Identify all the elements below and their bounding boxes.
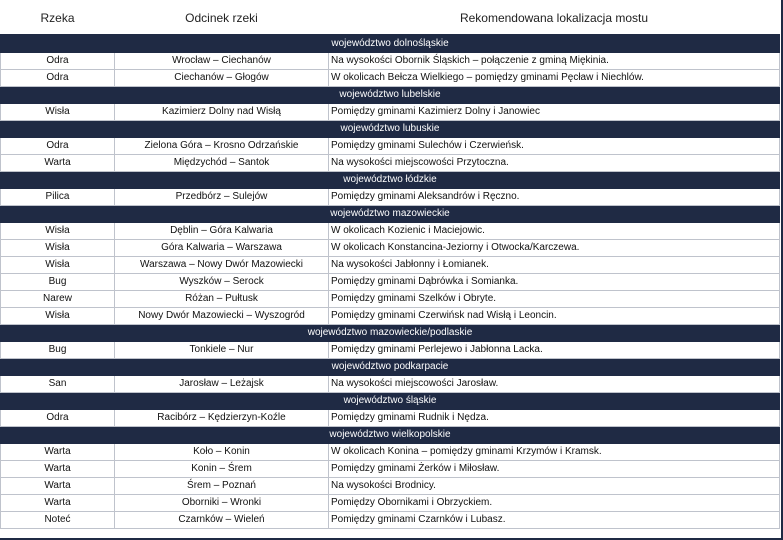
table-row	[1, 512, 780, 529]
region-row	[1, 206, 780, 223]
table-row	[1, 104, 780, 121]
location-cell: Na wysokości miejscowości Jarosław.	[329, 376, 780, 393]
region-row	[1, 172, 780, 189]
region-row	[1, 359, 780, 376]
location-cell: Pomiędzy gminami Kazimierz Dolny i Janowiec	[329, 104, 780, 121]
table-row	[1, 223, 780, 240]
table-row	[1, 53, 780, 70]
river-cell: Wisła	[1, 240, 115, 257]
region-row	[1, 325, 780, 342]
location-cell: Na wysokości Obornik Śląskich – połączenie z gminą Miękinia.	[329, 53, 780, 70]
river-cell: Warta	[1, 155, 115, 172]
section-cell: Międzychód – Santok	[115, 155, 329, 172]
river-cell: Wisła	[1, 257, 115, 274]
location-cell: W okolicach Konstancina-Jeziorny i Otwocka/Karczewa.	[329, 240, 780, 257]
section-cell: Oborniki – Wronki	[115, 495, 329, 512]
location-cell: Pomiędzy gminami Czerwińsk nad Wisłą i Leoncin.	[329, 308, 780, 325]
table-row	[1, 308, 780, 325]
header-location: Rekomendowana lokalizacja mostu	[329, 1, 780, 35]
table-row	[1, 444, 780, 461]
section-cell: Warszawa – Nowy Dwór Mazowiecki	[115, 257, 329, 274]
river-cell: Pilica	[1, 189, 115, 206]
region-row	[1, 427, 780, 444]
section-cell: Tonkiele – Nur	[115, 342, 329, 359]
section-cell: Jarosław – Leżajsk	[115, 376, 329, 393]
header-row	[1, 1, 780, 35]
table-row	[1, 155, 780, 172]
section-cell: Kazimierz Dolny nad Wisłą	[115, 104, 329, 121]
table-row	[1, 478, 780, 495]
river-cell: Odra	[1, 70, 115, 87]
section-cell: Śrem – Poznań	[115, 478, 329, 495]
section-cell: Nowy Dwór Mazowiecki – Wyszogród	[115, 308, 329, 325]
river-cell: Warta	[1, 444, 115, 461]
river-cell: Noteć	[1, 512, 115, 529]
table-row	[1, 138, 780, 155]
table-row	[1, 189, 780, 206]
location-cell: Pomiędzy Obornikami i Obrzyckiem.	[329, 495, 780, 512]
river-cell: Narew	[1, 291, 115, 308]
table-row	[1, 495, 780, 512]
section-cell: Czarnków – Wieleń	[115, 512, 329, 529]
river-cell: Wisła	[1, 104, 115, 121]
region-row	[1, 35, 780, 53]
table-header	[1, 1, 780, 35]
region-label: województwo wielkopolskie	[1, 427, 780, 444]
table-body	[1, 35, 780, 529]
location-cell: Na wysokości Jabłonny i Łomianek.	[329, 257, 780, 274]
table-row	[1, 410, 780, 427]
region-row	[1, 87, 780, 104]
table-row	[1, 291, 780, 308]
section-cell: Konin – Śrem	[115, 461, 329, 478]
header-river: Rzeka	[1, 1, 115, 35]
table-row	[1, 342, 780, 359]
table-row	[1, 257, 780, 274]
section-cell: Wrocław – Ciechanów	[115, 53, 329, 70]
region-label: województwo mazowieckie	[1, 206, 780, 223]
location-cell: Na wysokości miejscowości Przytoczna.	[329, 155, 780, 172]
location-cell: Pomiędzy gminami Dąbrówka i Somianka.	[329, 274, 780, 291]
region-row	[1, 393, 780, 410]
river-cell: Warta	[1, 495, 115, 512]
location-cell: W okolicach Kozienic i Maciejowic.	[329, 223, 780, 240]
river-cell: San	[1, 376, 115, 393]
section-cell: Przedbórz – Sulejów	[115, 189, 329, 206]
section-cell: Ciechanów – Głogów	[115, 70, 329, 87]
section-cell: Koło – Konin	[115, 444, 329, 461]
river-cell: Wisła	[1, 308, 115, 325]
table-row	[1, 376, 780, 393]
river-cell: Wisła	[1, 223, 115, 240]
section-cell: Dęblin – Góra Kalwaria	[115, 223, 329, 240]
river-cell: Warta	[1, 478, 115, 495]
river-cell: Odra	[1, 410, 115, 427]
region-row	[1, 121, 780, 138]
location-cell: W okolicach Bełcza Wielkiego – pomiędzy gminami Pęcław i Niechlów.	[329, 70, 780, 87]
region-label: województwo łódzkie	[1, 172, 780, 189]
river-cell: Bug	[1, 342, 115, 359]
table-row	[1, 274, 780, 291]
section-cell: Różan – Pułtusk	[115, 291, 329, 308]
header-section: Odcinek rzeki	[115, 1, 329, 35]
location-cell: Pomiędzy gminami Perlejewo i Jabłonna Lacka.	[329, 342, 780, 359]
section-cell: Racibórz – Kędzierzyn-Koźle	[115, 410, 329, 427]
region-label: województwo podkarpacie	[1, 359, 780, 376]
location-cell: Na wysokości Brodnicy.	[329, 478, 780, 495]
location-cell: Pomiędzy gminami Sulechów i Czerwieńsk.	[329, 138, 780, 155]
region-label: województwo lubuskie	[1, 121, 780, 138]
section-cell: Zielona Góra – Krosno Odrzańskie	[115, 138, 329, 155]
river-cell: Warta	[1, 461, 115, 478]
river-cell: Odra	[1, 53, 115, 70]
section-cell: Góra Kalwaria – Warszawa	[115, 240, 329, 257]
table-row	[1, 461, 780, 478]
region-label: województwo mazowieckie/podlaskie	[1, 325, 780, 342]
region-label: województwo śląskie	[1, 393, 780, 410]
section-cell: Wyszków – Serock	[115, 274, 329, 291]
location-cell: Pomiędzy gminami Żerków i Miłosław.	[329, 461, 780, 478]
river-cell: Bug	[1, 274, 115, 291]
river-cell: Odra	[1, 138, 115, 155]
location-cell: W okolicach Konina – pomiędzy gminami Krzymów i Kramsk.	[329, 444, 780, 461]
location-cell: Pomiędzy gminami Czarnków i Lubasz.	[329, 512, 780, 529]
bridge-location-table	[0, 1, 780, 529]
region-label: województwo lubelskie	[1, 87, 780, 104]
region-label: województwo dolnośląskie	[1, 35, 780, 53]
location-cell: Pomiędzy gminami Aleksandrów i Ręczno.	[329, 189, 780, 206]
location-cell: Pomiędzy gminami Rudnik i Nędza.	[329, 410, 780, 427]
location-cell: Pomiędzy gminami Szelków i Obryte.	[329, 291, 780, 308]
table-row	[1, 70, 780, 87]
table-row	[1, 240, 780, 257]
